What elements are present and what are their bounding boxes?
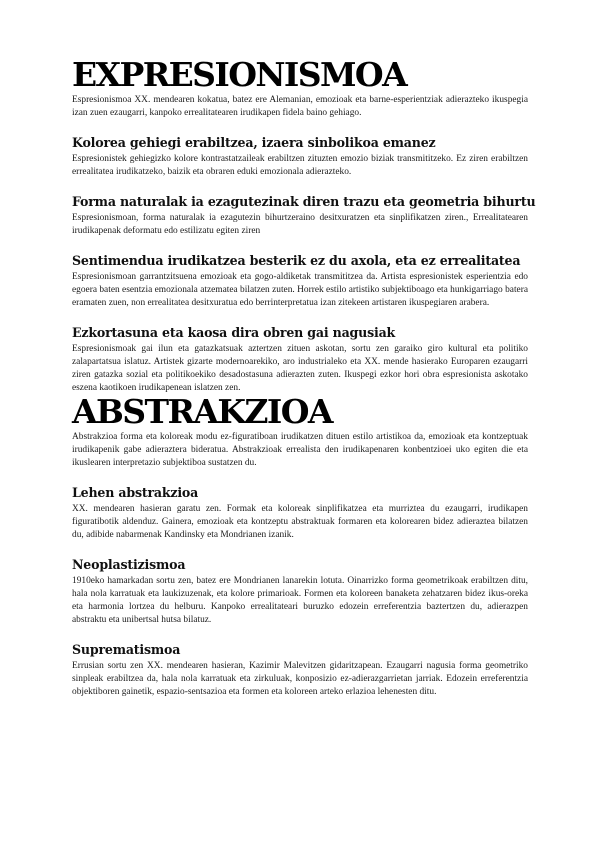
section-heading-kolorea: Kolorea gehiegi erabiltzea, izaera sinbolikoa emanez	[72, 135, 436, 150]
section-body-forma-naturalak: Espresionismoan, forma naturalak ia ezagutezin bihurtzeraino desitxuratzen eta sinplifikatzen ziren., Errealitatearen irudikapenak deformatu edo estilizatu egiten ziren	[72, 213, 528, 236]
section-heading-suprematismoa: Suprematismoa	[72, 642, 181, 657]
section-body-kolorea: Espresionistek gehiegizko kolore kontrastatzaileak erabiltzen zituzten emozio biziak transmititzeko. Ez ziren erabiltzen errealitatea irudikatzeko, baizik eta obraren eduki emozionala adierazteko.	[72, 154, 528, 177]
section-body-neoplastizismoa: 1910eko hamarkadan sortu zen, batez ere Mondrianen lanarekin lotuta. Oinarrizko forma geometrikoak erabiltzen ditu, hala nola karratuak eta laukizuzenak, eta kolore primarioak. Formen eta koloreen banaketa zehatzaren bidez ikus-oreka eta harmonia lortzea du helburu. Kanpoko errealitateari buruzko edozein erreferentzia baztertzen du, adierazpen abstraktu eta unibertsal hutsa bilatuz.	[72, 576, 528, 625]
section-heading-forma-naturalak: Forma naturalak ia ezagutezinak diren trazu eta geometria bihurtu	[72, 194, 536, 209]
expresionismoa-title: EXPRESIONISMOA	[72, 55, 407, 94]
section-body-sentimendua: Espresionismoan garrantzitsuena emozioak eta gogo-aldiketak transmititzea da. Artista espresionistek esperientzia edo egoera baten esentzia emozionala atzematea bilatzen zuten. Horrek estilo artistiko subjektiboago eta hunkigarriago batera eramaten zuen, non errealitatea desitxuratua edo berrinterpretatua izan zitekeen artistaren ikuspegiaren arabera.	[72, 272, 528, 308]
section-body-lehen-abstrakzioa: XX. mendearen hasieran garatu zen. Formak eta koloreak sinplifikatzea eta murriztea du ezaugarri, irudikapen figuratibotik aldenduz. Gainera, emozioak eta kontzeptu abstraktuak formaren eta kolorearen bidez adieraztea bilatzen du, adibide nabarmenak Kandinsky eta Mondrianen izanik.	[72, 504, 528, 540]
abstrakzioa-intro: Abstrakzioa forma eta koloreak modu ez-figuratiboan irudikatzen dituen estilo artistikoa da, emozioak eta kontzeptuak irudikapenik gabe adieraztera bideratua. Abstrakzioak errealista den irudikapenaren konbentzioei uko egiten die eta ikuslearen interpretazio subjektiboa sustatzen du.	[72, 432, 528, 468]
section-body-suprematismoa: Errusian sortu zen XX. mendearen hasieran, Kazimir Malevitzen gidaritzapean. Ezaugarri nagusia forma geometriko sinpleak erabiltzea da, hala nola karratuak eta zirkuluak, konposizio ez-adierazgarrietan jarriak. Edozein erreferentzia objektiboren gainetik, espazio-sentsazioa eta formen eta koloreen arteko erlazioa lehenesten ditu.	[72, 661, 528, 697]
section-heading-lehen-abstrakzioa: Lehen abstrakzioa	[72, 485, 199, 500]
expresionismoa-intro: Espresionismoa XX. mendearen kokatua, batez ere Alemanian, emozioak eta barne-esperientziak adierazteko ikuspegia izan zuen ezaugarri, kanpoko errealitatearen irudikapen fidela baino gehiago.	[72, 95, 528, 118]
section-heading-ezkortasuna: Ezkortasuna eta kaosa dira obren gai nagusiak	[72, 325, 396, 340]
section-heading-neoplastizismoa: Neoplastizismoa	[72, 557, 186, 572]
section-heading-sentimendua: Sentimendua irudikatzea besterik ez du axola, eta ez errealitatea	[72, 253, 521, 268]
document-page	[72, 55, 536, 715]
section-body-ezkortasuna: Espresionismoak gai ilun eta gatazkatsuak aztertzen zituen askotan, sortu zen garaiko giro kultural eta politiko zalapartatsua islatuz. Artistek gizarte modernoarekiko, aro industrialeko eta XX. mende hasierako Europaren ezaugarri ziren gatazka sozial eta politikoekiko desadostasuna adierazten zuten. Ikuspegi ezkor hori obra espresionista askotako eszena kaotikoen irudikapenean islatzen zen.	[72, 344, 528, 393]
abstrakzioa-title: ABSTRAKZIOA	[72, 392, 332, 431]
